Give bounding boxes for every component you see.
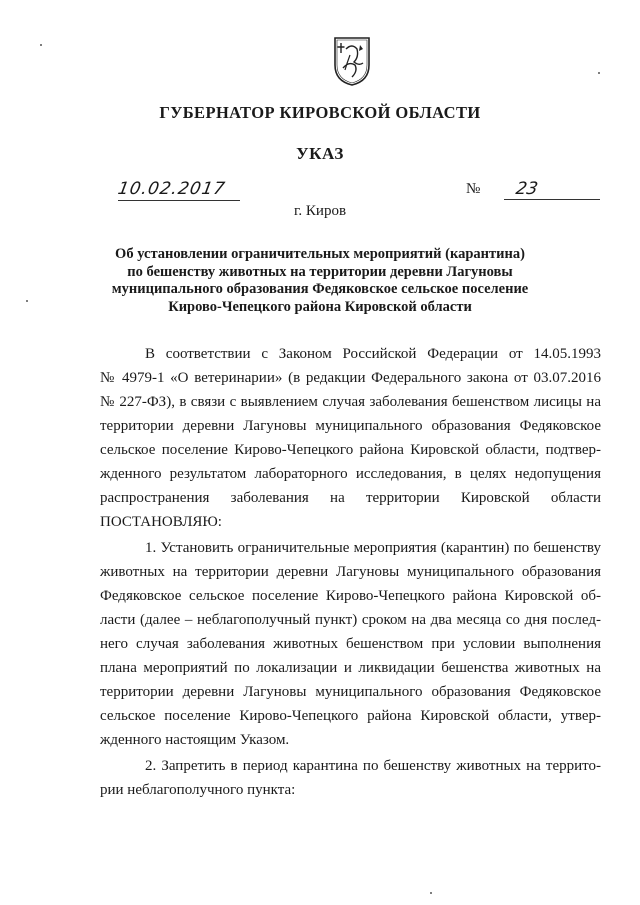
text-line: сельское поселение Кирово-Чепецкого района Кировской области, утвер- [100, 708, 601, 724]
text-line: рии неблагополучного пункта: [100, 782, 296, 798]
title-line: Об установлении ограничительных мероприятий (карантина) [115, 246, 525, 262]
text-line: территории деревни Лагуновы муниципального образования Федяковское [100, 418, 601, 434]
scan-speck [430, 892, 432, 894]
item-1-paragraph [100, 536, 601, 752]
scan-speck [598, 72, 600, 74]
text-line: животных на территории деревни Лагуновы муниципального образования [100, 564, 601, 580]
text-line: ласти (далее – неблагополучный пункт) сроком на два месяца со дня послед- [100, 612, 601, 628]
text-line: 1. Установить ограничительные мероприятия (карантин) по бешенству [145, 540, 601, 556]
text-line: него случая заболевания животных бешенством при условии выполнения [100, 636, 601, 652]
handwritten-number: 23 [514, 179, 540, 199]
text-line: Федяковское сельское поселение Кирово-Чепецкого района Кировской об- [100, 588, 601, 604]
text-line: В соответствии с Законом Российской Федерации от 14.05.1993 [145, 346, 601, 362]
text-line: жденного настоящим Указом. [100, 732, 290, 748]
date-field [118, 176, 240, 201]
document-title [100, 246, 540, 316]
number-label: № [466, 181, 481, 197]
text-line: территории деревни Лагуновы муниципального образования Федяковское [100, 684, 601, 700]
title-line: по бешенству животных на территории деревни Лагуновы [127, 263, 513, 280]
city-line: г. Киров [293, 203, 347, 219]
title-line: муниципального образования Федяковское сельское поселение [111, 281, 529, 297]
document-type: УКАЗ [296, 144, 344, 163]
text-line: № 227-ФЗ), в связи с выявлением случая заболевания бешенством лисицы на [100, 394, 601, 410]
document-body [100, 342, 601, 802]
text-line: сельское поселение Кирово-Чепецкого района Кировской области, подтвер- [100, 442, 601, 458]
text-line: 2. Запретить в период карантина по бешенству животных на террито- [145, 758, 601, 774]
scan-speck [40, 44, 42, 46]
resolution-word: ПОСТАНОВЛЯЮ: [100, 514, 222, 530]
number-underline [504, 199, 600, 200]
preamble-paragraph [100, 342, 601, 534]
issuing-authority: ГУБЕРНАТОР КИРОВСКОЙ ОБЛАСТИ [159, 103, 481, 122]
text-line: № 4979-1 «О ветеринарии» (в редакции Федерального закона от 03.07.2016 [100, 370, 601, 386]
text-line: плана мероприятий по локализации и ликвидации бешенства животных на [100, 660, 601, 676]
text-line: жденного результатом лабораторного исследования, в целях недопущения [100, 466, 601, 482]
number-field [466, 176, 600, 200]
coat-of-arms-icon [332, 35, 372, 87]
scan-speck [26, 300, 28, 302]
title-line: Кирово-Чепецкого района Кировской области [168, 298, 472, 315]
item-2-paragraph [100, 754, 601, 802]
text-line: распространения заболевания на территории Кировской области [100, 490, 601, 506]
handwritten-date: 10.02.2017 [116, 179, 228, 199]
